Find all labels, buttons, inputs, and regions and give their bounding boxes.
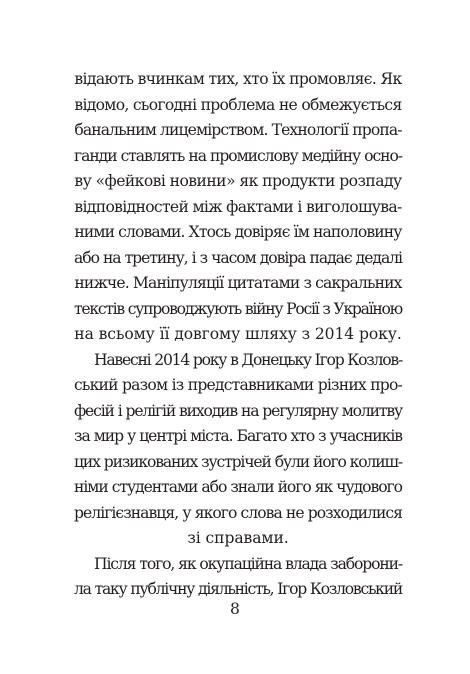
text-line: німи студентами або знали його як чудового (74, 478, 402, 496)
text-line: Навесні 2014 року в Донецьку Ігор Козлов- (94, 350, 402, 369)
text-line: відомо, сьогодні проблема не обмежується (74, 95, 402, 114)
text-line: ла таку публічну діяльність, Ігор Козловський (74, 580, 402, 598)
text-line: текстів супроводжують війну Росії з Україною (74, 299, 402, 318)
text-line: на всьому її довгому шляху з 2014 року. (74, 325, 402, 343)
text-line: за мир у центрі міста. Багато хто з учасників (74, 427, 402, 445)
text-line: банальним лицемірством. Технології пропа- (74, 121, 402, 139)
text-line: відають вчинкам тих, хто їх промовляє. Як (74, 70, 402, 88)
text-line: ву «фейкові новини» як продукти розпаду (74, 172, 402, 190)
paragraph-2 (74, 348, 402, 552)
paragraph-1 (74, 67, 402, 348)
text-line: нижче. Маніпуляції цитатами з сакральних (74, 274, 402, 292)
body-text (74, 67, 402, 603)
text-line: Після того, як окупаційна влада заборони- (94, 554, 402, 573)
paragraph-3 (74, 552, 402, 603)
text-line: або на третину, і з часом довіра падає дедалі (74, 248, 402, 267)
text-line: ський разом із представниками різних про- (74, 376, 402, 394)
text-line: ними словами. Хтось довіряє їм наполовину (74, 223, 402, 241)
page-number: 8 (230, 600, 240, 618)
text-line: відповідностей між фактами і виголошува- (74, 197, 402, 216)
text-line: фесій і релігій виходив на регулярну молитву (74, 401, 402, 420)
text-line: ганди ставлять на промислову медійну осно- (74, 146, 402, 165)
text-line: релігієзнавця, у якого слова не розходилися (74, 503, 402, 522)
text-line: цих ризикованих зустрічей були його колиш- (74, 452, 402, 471)
text-line: зі справами. (187, 529, 289, 547)
